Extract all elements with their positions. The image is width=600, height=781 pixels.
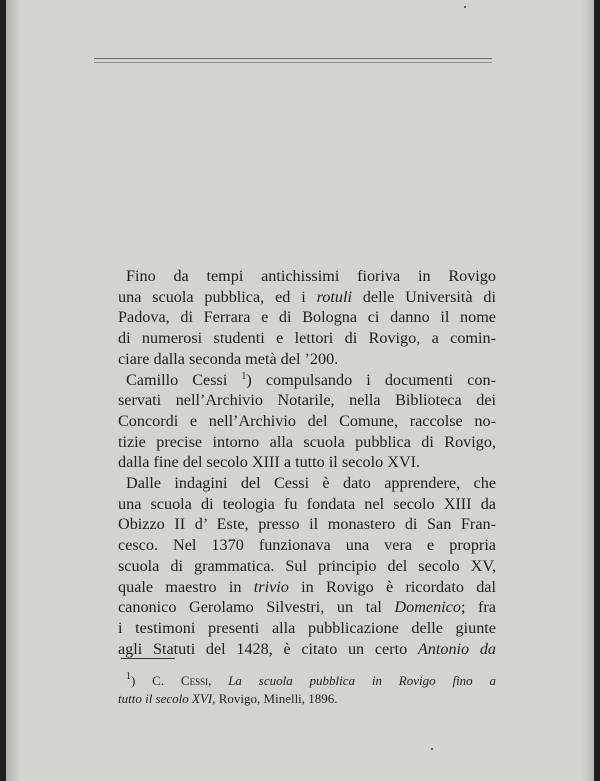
text-line: Fino da tempi antichissimi fioriva in Rovigo bbox=[126, 267, 496, 285]
footnote-line: $^1$) C. Cessi, La scuola pubblica in Rovigo fino a bbox=[126, 671, 497, 688]
paragraph-2 bbox=[118, 370, 496, 474]
footnote-reference: 1 bbox=[241, 370, 247, 382]
header-double-rule bbox=[94, 58, 492, 63]
paragraph-3 bbox=[118, 473, 496, 659]
paragraph-1 bbox=[118, 266, 496, 370]
footnote-marker: 1 bbox=[126, 671, 131, 682]
italic-name: Antonio da bbox=[417, 639, 497, 658]
text-line: scuola di grammatica. Sul principio del secolo XV, bbox=[118, 556, 496, 575]
body-text bbox=[118, 266, 496, 659]
italic-term: trivio bbox=[253, 577, 289, 596]
footnote-title-cont: tutto il secolo XVI bbox=[118, 691, 213, 706]
text-line: agli Statuti del 1428, è citato un certo Antonio da bbox=[118, 639, 497, 658]
text-line: una scuola di teologia fu fondata nel secolo XIII da bbox=[118, 494, 496, 513]
footnote-separator-rule bbox=[121, 658, 175, 659]
footnote-title: La scuola pubblica in Rovigo fino a bbox=[228, 673, 497, 688]
text-line: quale maestro in trivio in Rovigo è ricordato dal bbox=[118, 577, 496, 596]
text-line: i testimoni presenti alla pubblicazione delle giunte bbox=[118, 618, 496, 637]
italic-name: Domenico bbox=[394, 598, 461, 617]
footnote-author: Cessi bbox=[180, 673, 209, 688]
text-line: ciare dalla seconda metà del ’200. bbox=[118, 349, 339, 368]
page-edge-shadow-left bbox=[6, 0, 20, 781]
text-line: dalla fine del secolo XIII a tutto il secolo XVI. bbox=[118, 453, 421, 472]
text-line: cesco. Nel 1370 funzionava una vera e propria bbox=[118, 536, 496, 555]
text-line: Obizzo II d’ Este, presso il monastero di San Fran- bbox=[118, 515, 496, 534]
text-line: Dalle indagini del Cessi è dato apprendere, che bbox=[126, 474, 496, 493]
footnote-line: tutto il secolo XVI, Rovigo, Minelli, 1896. bbox=[118, 691, 338, 706]
text-line: canonico Gerolamo Silvestri, un tal Domenico; fra bbox=[118, 598, 496, 617]
text-line: tizie precise intorno alla scuola pubblica di Rovigo, bbox=[118, 432, 496, 451]
page-edge-shadow-right bbox=[582, 0, 594, 781]
text-line: Camillo Cessi $^1$) compulsando i documenti con- bbox=[126, 370, 496, 389]
scan-speck bbox=[431, 748, 433, 750]
footnote bbox=[118, 672, 496, 708]
text-line: Padova, di Ferrara e di Bologna ci danno il nome bbox=[118, 308, 496, 327]
text-line: una scuola pubblica, ed i rotuli delle Università di bbox=[118, 287, 496, 306]
text-line: di numerosi studenti e lettori di Rovigo, a comin- bbox=[118, 329, 496, 348]
italic-term: rotuli bbox=[316, 287, 352, 306]
scan-speck bbox=[464, 6, 466, 8]
text-line: servati nell’Archivio Notarile, nella Biblioteca dei bbox=[118, 391, 496, 410]
book-page bbox=[6, 0, 594, 781]
text-line: Concordi e nell’Archivio del Comune, raccolse no- bbox=[118, 411, 496, 430]
